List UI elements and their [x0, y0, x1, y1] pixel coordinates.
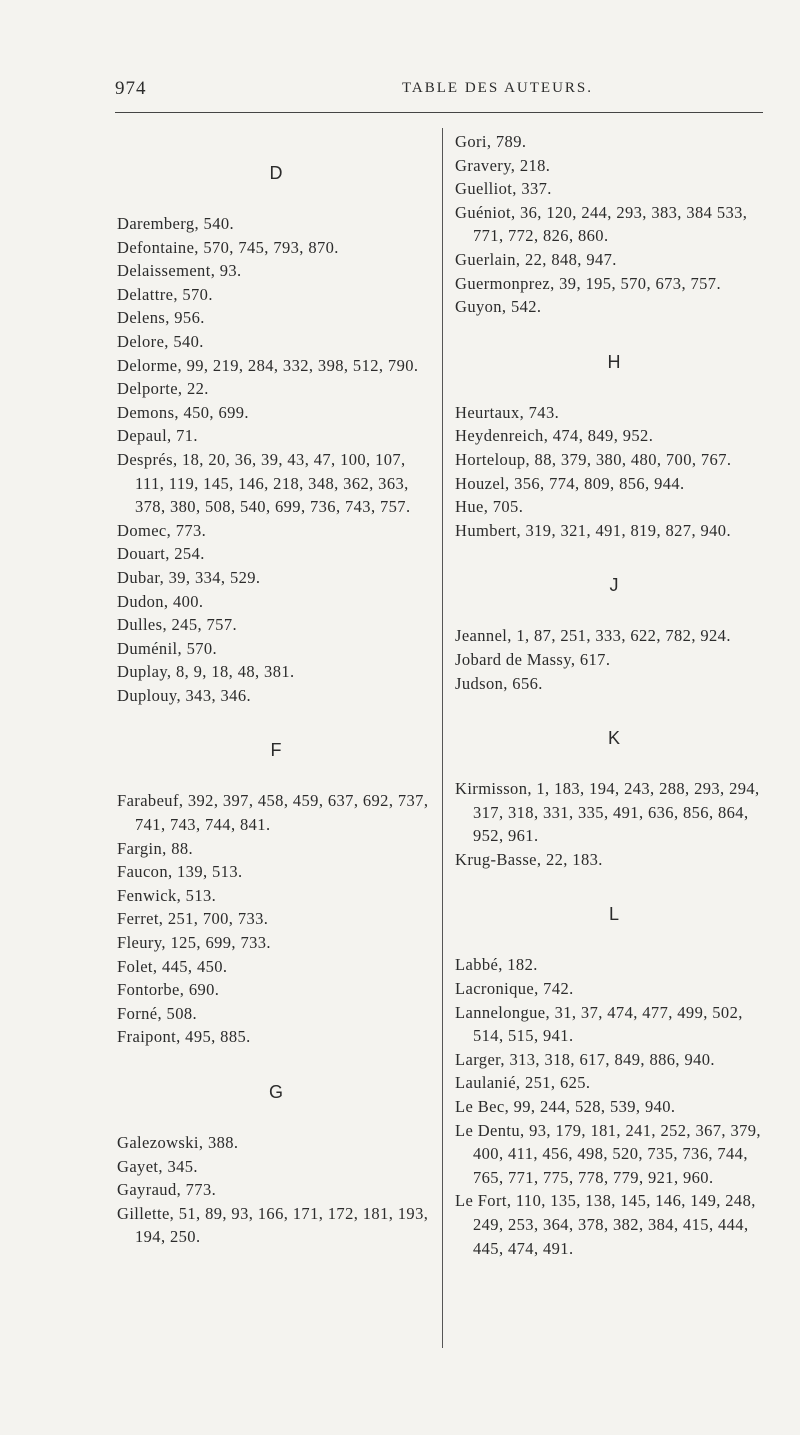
- author-entry: Delattre, 570.: [117, 284, 213, 304]
- author-entry: Ferret, 251, 700, 733.: [117, 909, 269, 929]
- author-entry: Demons, 450, 699.: [117, 402, 249, 422]
- index-section: [455, 572, 773, 695]
- author-entry: Fontorbe, 690.: [117, 980, 220, 1000]
- author-entry: Krug-Basse, 22, 183.: [455, 849, 603, 869]
- left-column: [117, 130, 435, 1249]
- section-letter: L: [608, 904, 619, 925]
- author-entry: Judson, 656.: [455, 673, 543, 693]
- index-section: [455, 725, 773, 871]
- section-letter: D: [269, 163, 283, 183]
- index-section: [117, 1079, 435, 1249]
- author-entry: Delore, 540.: [117, 331, 204, 351]
- author-entry: Douart, 254.: [117, 544, 205, 564]
- section-letter: H: [607, 351, 621, 372]
- author-entry: Guyon, 542.: [455, 297, 542, 317]
- author-entry: Heydenreich, 474, 849, 952.: [455, 426, 654, 446]
- author-entry: Galezowski, 388.: [117, 1133, 239, 1152]
- author-entry: Domec, 773.: [117, 520, 207, 540]
- author-entry: Dulles, 245, 757.: [117, 615, 238, 635]
- author-entry: Guelliot, 337.: [455, 179, 552, 199]
- page-header: [115, 78, 760, 102]
- author-entry: Gayet, 345.: [117, 1156, 198, 1176]
- author-entry: Depaul, 71.: [117, 426, 198, 446]
- author-entry: Jobard de Massy, 617.: [455, 649, 611, 669]
- author-entry: Houzel, 356, 774, 809, 856, 944.: [455, 473, 685, 493]
- running-title: TABLE DES AUTEURS.: [401, 80, 594, 96]
- author-entry: Guermonprez, 39, 195, 570, 673, 757.: [455, 273, 721, 293]
- author-entry: Dubar, 39, 334, 529.: [117, 567, 261, 587]
- author-entry: Larger, 313, 318, 617, 849, 886, 940.: [455, 1049, 715, 1069]
- author-entry: Guerlain, 22, 848, 947.: [455, 249, 617, 269]
- author-entry: Jeannel, 1, 87, 251, 333, 622, 782, 924.: [455, 626, 731, 646]
- section-letter: F: [270, 740, 282, 761]
- author-entry: Després, 18, 20, 36, 39, 43, 47, 100, 107, 111, 119, 145, 146, 218, 348, 362, 363, 378, 380, 508, 540, 699, 736, 743, 757.: [117, 449, 411, 517]
- author-entry: Horteloup, 88, 379, 380, 480, 700, 767.: [455, 449, 732, 469]
- author-entry: Fargin, 88.: [117, 838, 194, 858]
- author-entry: Faucon, 139, 513.: [117, 862, 243, 882]
- index-section: [117, 160, 435, 707]
- author-entry: Hue, 705.: [455, 497, 524, 517]
- author-entry: Duplay, 8, 9, 18, 48, 381.: [117, 662, 295, 682]
- index-section: [117, 737, 435, 1049]
- author-entry: Gayraud, 773.: [117, 1180, 217, 1200]
- author-entry: Forné, 508.: [117, 1003, 198, 1023]
- author-entry: Heurtaux, 743.: [455, 402, 560, 422]
- index-section: [455, 901, 773, 1260]
- author-entry: Farabeuf, 392, 397, 458, 459, 637, 692, 737, 741, 743, 744, 841.: [117, 791, 429, 835]
- index-section: [455, 130, 773, 319]
- author-entry: Guéniot, 36, 120, 244, 293, 383, 384 533, 771, 772, 826, 860.: [455, 202, 748, 246]
- author-entry: Labbé, 182.: [455, 955, 538, 975]
- index-section: [455, 349, 773, 543]
- author-entry: Delens, 956.: [117, 308, 205, 328]
- author-entry: Le Dentu, 93, 179, 181, 241, 252, 367, 379, 400, 411, 456, 498, 520, 735, 736, 744, 765, 771, 775, 778, 779, 921, 960.: [455, 1120, 761, 1187]
- author-entry: Duménil, 570.: [117, 638, 218, 658]
- author-entry: Delporte, 22.: [117, 379, 209, 399]
- section-letter: G: [268, 1082, 283, 1102]
- author-entry: Delaissement, 93.: [117, 261, 242, 281]
- page-number: 974: [115, 78, 147, 99]
- author-entry: Gravery, 218.: [455, 155, 551, 175]
- author-entry: Fleury, 125, 699, 733.: [117, 933, 271, 953]
- author-entry: Lannelongue, 31, 37, 474, 477, 499, 502, 514, 515, 941.: [455, 1002, 743, 1046]
- author-entry: Folet, 445, 450.: [117, 956, 228, 976]
- author-entry: Fenwick, 513.: [117, 885, 217, 905]
- author-entry: Le Bec, 99, 244, 528, 539, 940.: [455, 1097, 676, 1117]
- author-entry: Duplouy, 343, 346.: [117, 685, 252, 705]
- column-divider: [442, 128, 443, 1348]
- author-entry: Kirmisson, 1, 183, 194, 243, 288, 293, 294, 317, 318, 331, 335, 491, 636, 856, 864, 952, 961.: [455, 779, 760, 846]
- author-entry: Lacronique, 742.: [455, 979, 574, 999]
- section-letter: J: [609, 575, 619, 596]
- author-entry: Dudon, 400.: [117, 591, 204, 611]
- author-entry: Fraipont, 495, 885.: [117, 1027, 251, 1047]
- author-entry: Gori, 789.: [455, 132, 527, 151]
- author-entry: Le Fort, 110, 135, 138, 145, 146, 149, 248, 249, 253, 364, 378, 382, 384, 415, 444, 445, 474, 491.: [455, 1191, 756, 1258]
- header-rule: [115, 112, 763, 113]
- author-entry: Laulanié, 251, 625.: [455, 1073, 591, 1093]
- author-entry: Daremberg, 540.: [117, 214, 235, 233]
- author-entry: Humbert, 319, 321, 491, 819, 827, 940.: [455, 520, 731, 540]
- author-entry: Gillette, 51, 89, 93, 166, 171, 172, 181, 193, 194, 250.: [117, 1203, 429, 1247]
- right-column: [455, 130, 773, 1260]
- section-letter: K: [607, 728, 620, 749]
- author-entry: Delorme, 99, 219, 284, 332, 398, 512, 790.: [117, 355, 419, 375]
- author-entry: Defontaine, 570, 745, 793, 870.: [117, 237, 339, 257]
